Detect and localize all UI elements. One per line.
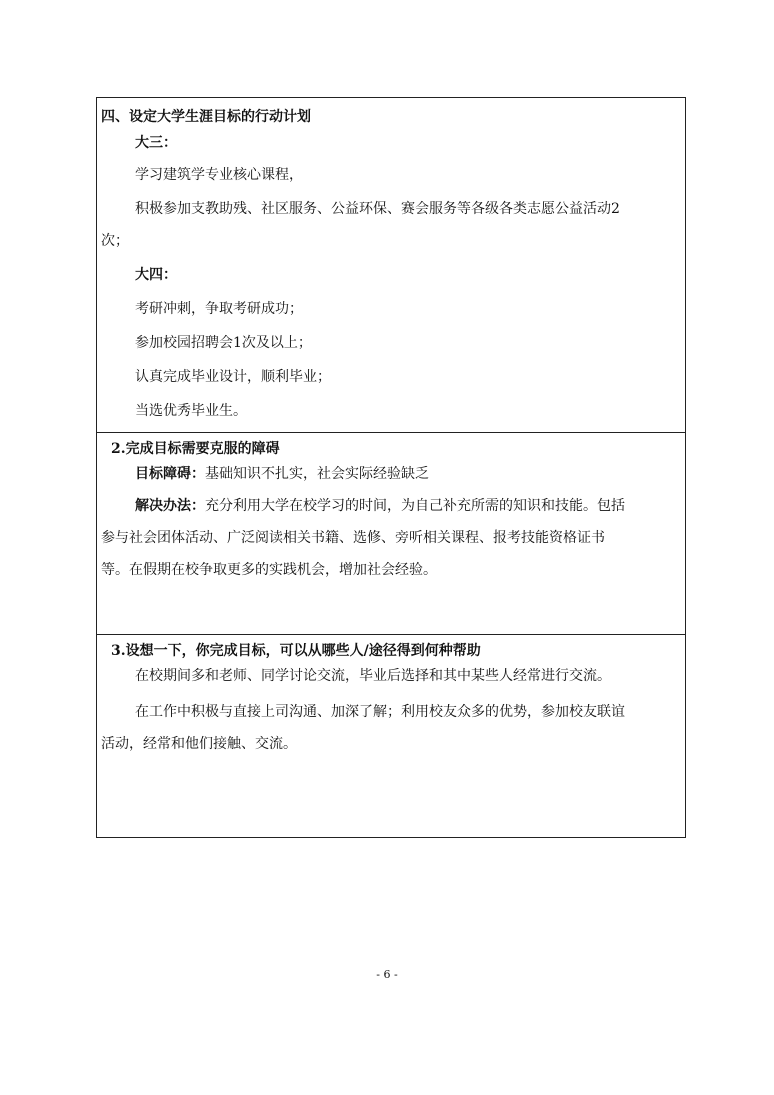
year4-item-1: 考研冲刺，争取考研成功； (135, 301, 303, 317)
help-line-2: 在工作中积极与直接上司沟通、加深了解；利用校友众多的优势，参加校友联谊 (135, 704, 625, 720)
solution-line-3: 等。在假期在校争取更多的实践机会，增加社会经验。 (101, 562, 437, 578)
help-heading: 3.设想一下，你完成目标，可以从哪些人/途径得到何种帮助 (111, 643, 481, 659)
solution-line-2: 参与社会团体活动、广泛阅读相关书籍、选修、旁听相关课程、报考技能资格证书 (101, 530, 605, 546)
obstacles-cell (97, 432, 685, 634)
solution-row (135, 495, 625, 515)
year3-label: 大三： (135, 135, 177, 151)
year4-item-4: 当选优秀毕业生。 (135, 403, 247, 419)
help-cell (97, 634, 685, 838)
solution-label: 解决办法： (135, 498, 205, 514)
year3-item-2-continued: 次； (101, 233, 129, 249)
year4-item-3: 认真完成毕业设计，顺利毕业； (135, 369, 331, 385)
page-number: - 6 - (376, 968, 398, 981)
obstacles-heading: 2.完成目标需要克服的障碍 (111, 441, 280, 457)
solution-line-1: 充分利用大学在校学习的时间，为自己补充所需的知识和技能。包括 (205, 498, 625, 514)
obstacle-label: 目标障碍： (135, 466, 205, 482)
action-plan-cell (97, 98, 685, 432)
help-line-1: 在校期间多和老师、同学讨论交流，毕业后选择和其中某些人经常进行交流。 (135, 668, 611, 684)
year4-label: 大四： (135, 267, 177, 283)
obstacle-row (135, 463, 429, 483)
year4-item-2: 参加校园招聘会1次及以上； (135, 335, 312, 351)
action-plan-heading: 四、设定大学生涯目标的行动计划 (101, 109, 311, 125)
help-line-3: 活动，经常和他们接触、交流。 (101, 736, 297, 752)
year3-item-1: 学习建筑学专业核心课程， (135, 167, 303, 183)
career-plan-table (96, 97, 686, 838)
year3-item-2: 积极参加支教助残、社区服务、公益环保、赛会服务等各级各类志愿公益活动2 (135, 201, 620, 217)
obstacle-text: 基础知识不扎实，社会实际经验缺乏 (205, 466, 429, 482)
